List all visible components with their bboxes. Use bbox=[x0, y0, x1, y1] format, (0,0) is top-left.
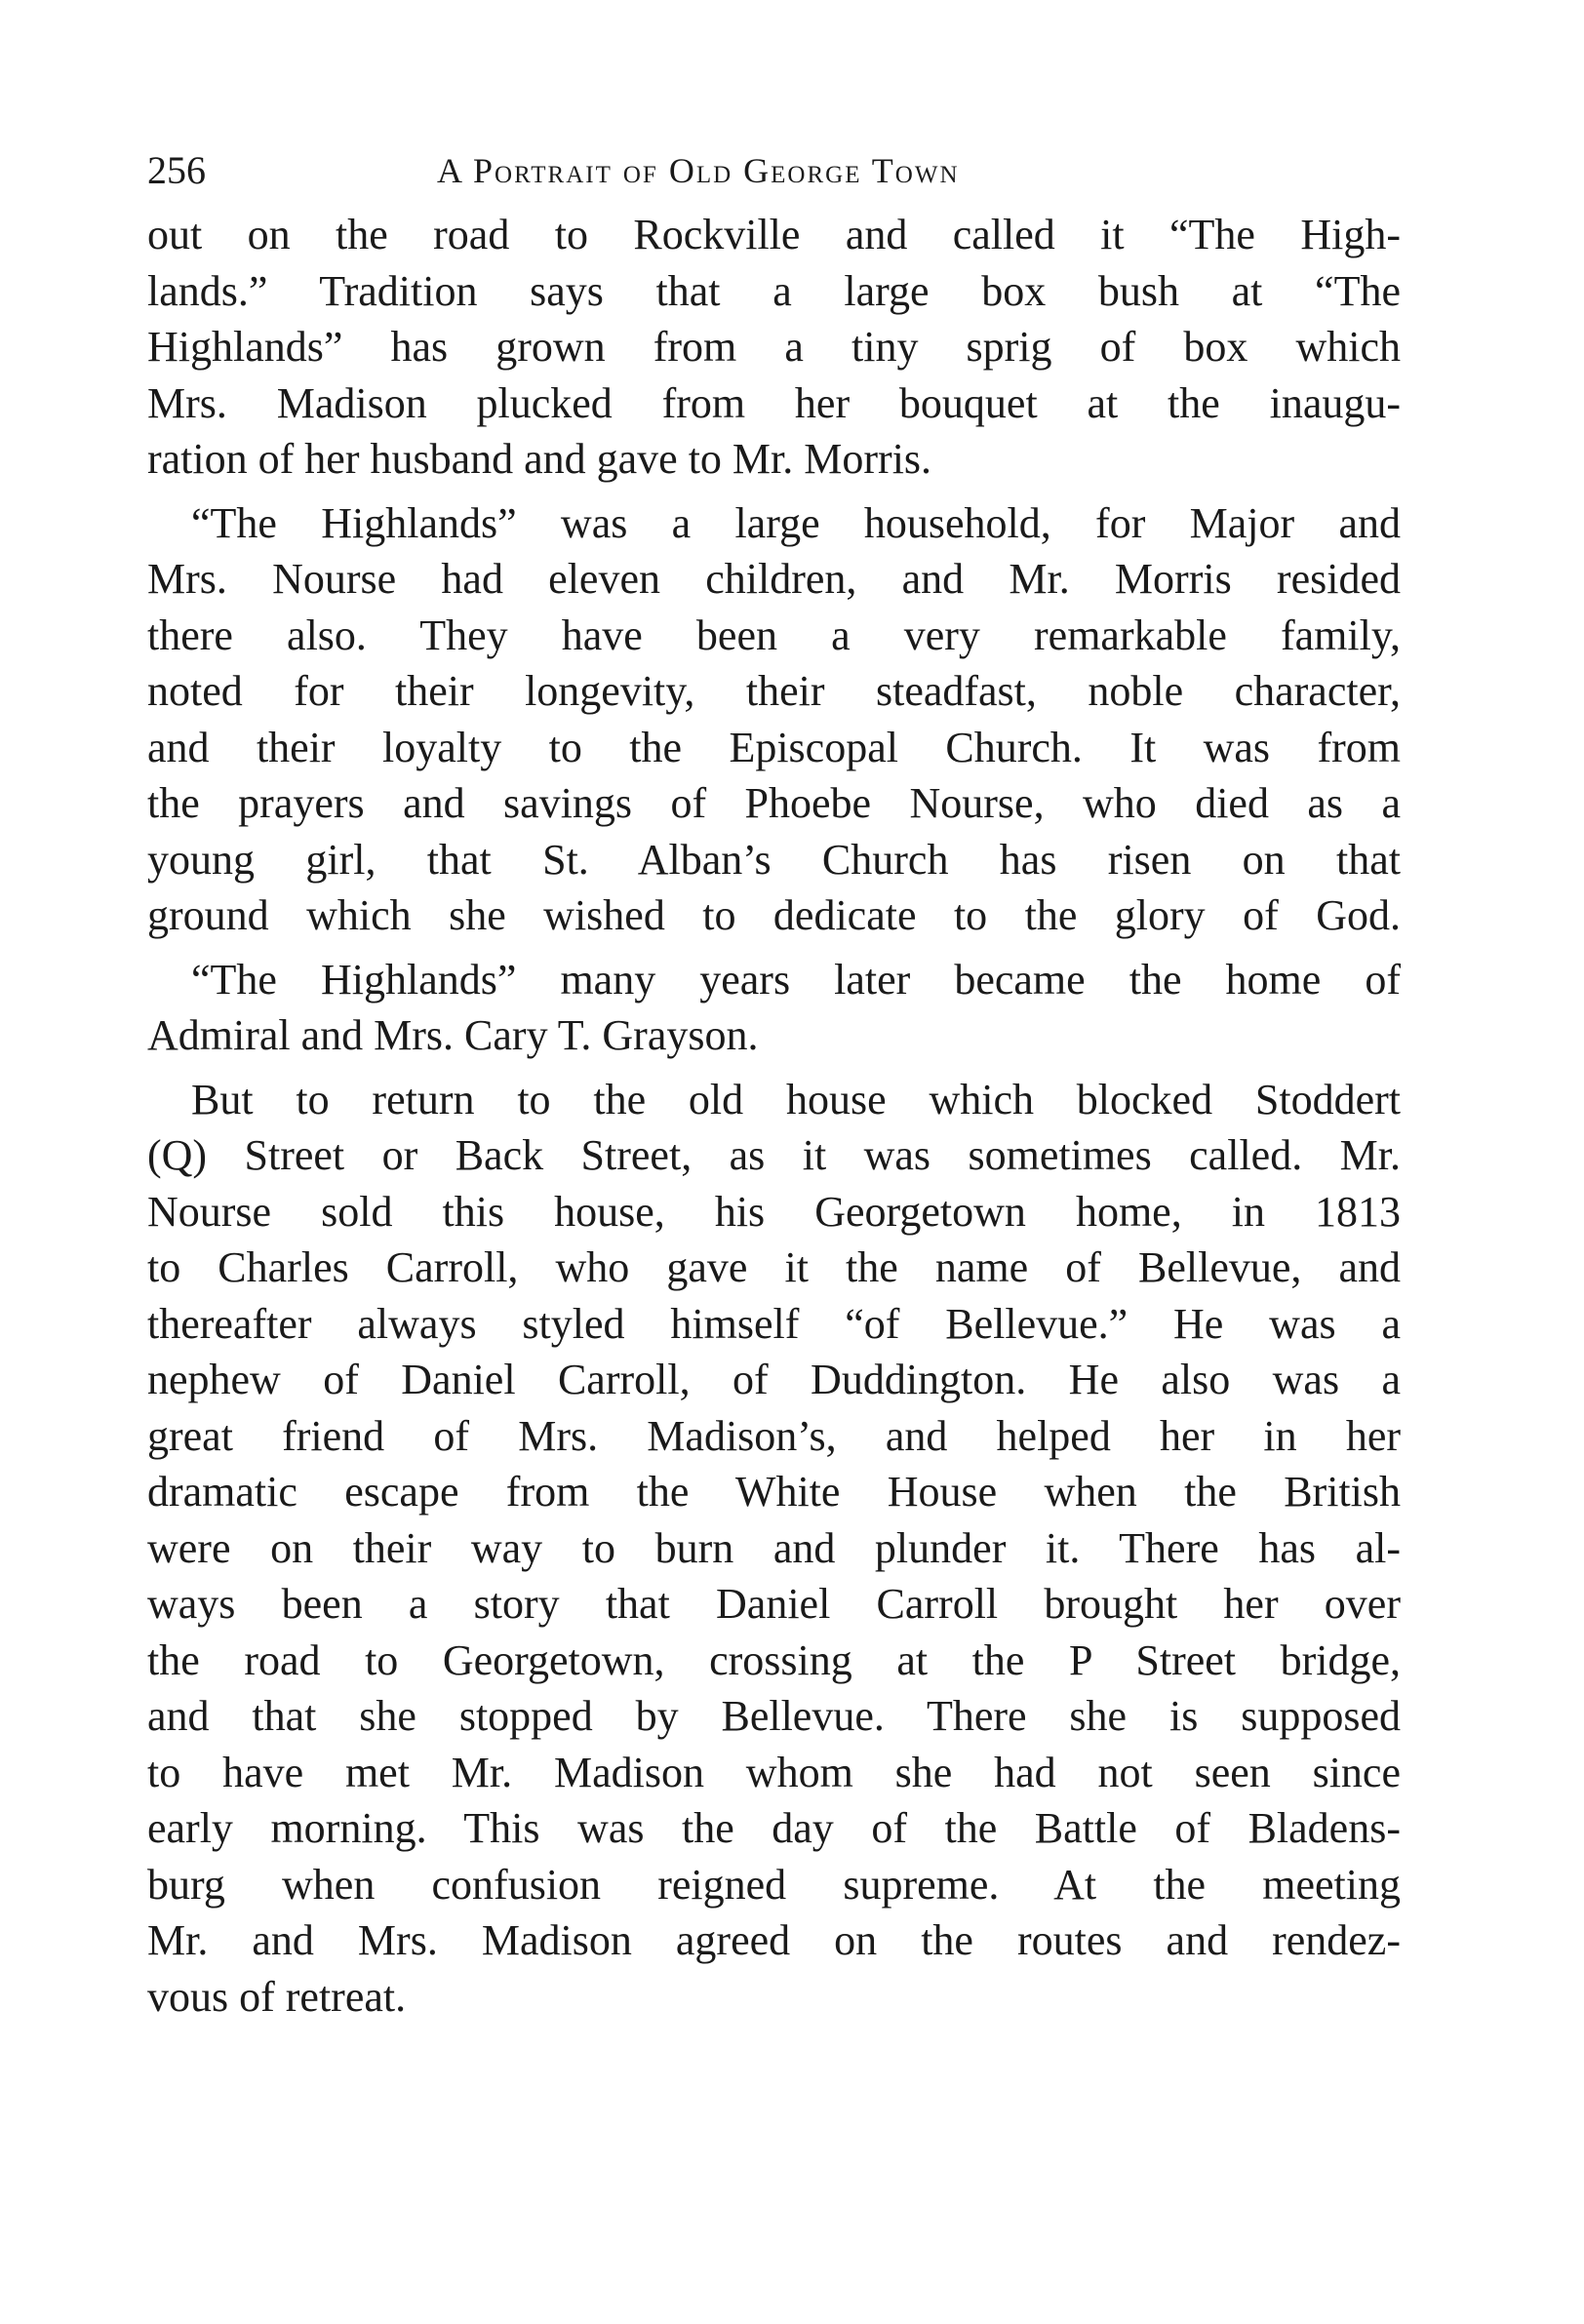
text-line: ground which she wished to dedicate to the glory of God. bbox=[147, 891, 1401, 939]
page-number: 256 bbox=[147, 148, 206, 192]
text-line: noted for their longevity, their steadfast, noble character, bbox=[147, 667, 1401, 715]
text-line: the prayers and savings of Phoebe Nourse, who died as a bbox=[147, 779, 1401, 827]
paragraph bbox=[147, 495, 1401, 944]
text-line: (Q) Street or Back Street, as it was sometimes called. Mr. bbox=[147, 1131, 1401, 1179]
book-page bbox=[147, 146, 1401, 2025]
text-line: Nourse sold this house, his Georgetown home, in 1813 bbox=[147, 1187, 1401, 1236]
text-line: dramatic escape from the White House when the British bbox=[147, 1468, 1401, 1516]
text-line: the road to Georgetown, crossing at the P Street bridge, bbox=[147, 1635, 1401, 1684]
text-line: Highlands” has grown from a tiny sprig of box which bbox=[147, 323, 1401, 371]
text-line: young girl, that St. Alban’s Church has risen on that bbox=[147, 835, 1401, 884]
text-line: nephew of Daniel Carroll, of Duddington. He also was a bbox=[147, 1356, 1401, 1403]
text-line: and their loyalty to the Episcopal Church. It was from bbox=[147, 723, 1401, 771]
text-line: to Charles Carroll, who gave it the name of Bellevue, and bbox=[147, 1243, 1401, 1291]
text-line: thereafter always styled himself “of Bellevue.” He was a bbox=[147, 1299, 1401, 1348]
text-line: early morning. This was the day of the Battle of Bladens- bbox=[147, 1804, 1401, 1852]
text-line: “The Highlands” was a large household, for Major and bbox=[191, 498, 1401, 547]
running-head-title: A Portrait of Old George Town bbox=[437, 151, 960, 190]
paragraph bbox=[147, 1072, 1401, 2026]
text-line: burg when confusion reigned supreme. At the meeting bbox=[147, 1860, 1401, 1909]
running-head bbox=[147, 146, 1401, 195]
text-line: were on their way to burn and plunder it. There has al- bbox=[147, 1523, 1401, 1572]
paragraph bbox=[147, 952, 1401, 1064]
text-line: “The Highlands” many years later became the home of bbox=[191, 955, 1401, 1004]
text-line: vous of retreat. bbox=[147, 1972, 407, 2021]
text-line: Admiral and Mrs. Cary T. Grayson. bbox=[147, 1011, 759, 1059]
text-line: Mr. and Mrs. Madison agreed on the routes and rendez- bbox=[147, 1916, 1401, 1964]
text-line: ration of her husband and gave to Mr. Morris. bbox=[147, 435, 932, 483]
body-text bbox=[147, 207, 1401, 2025]
text-line: there also. They have been a very remarkable family, bbox=[147, 611, 1401, 659]
paragraph bbox=[147, 207, 1401, 488]
text-line: great friend of Mrs. Madison’s, and helped her in her bbox=[147, 1411, 1401, 1460]
text-line: But to return to the old house which blocked Stoddert bbox=[191, 1075, 1401, 1123]
text-line: to have met Mr. Madison whom she had not seen since bbox=[147, 1748, 1401, 1796]
text-line: out on the road to Rockville and called it “The High- bbox=[147, 211, 1401, 258]
text-line: and that she stopped by Bellevue. There she is supposed bbox=[147, 1692, 1401, 1740]
text-line: Mrs. Nourse had eleven children, and Mr. Morris resided bbox=[147, 555, 1401, 603]
text-line: lands.” Tradition says that a large box bush at “The bbox=[147, 266, 1401, 315]
text-line: ways been a story that Daniel Carroll brought her over bbox=[147, 1580, 1401, 1628]
text-line: Mrs. Madison plucked from her bouquet at the inaugu- bbox=[147, 378, 1401, 427]
